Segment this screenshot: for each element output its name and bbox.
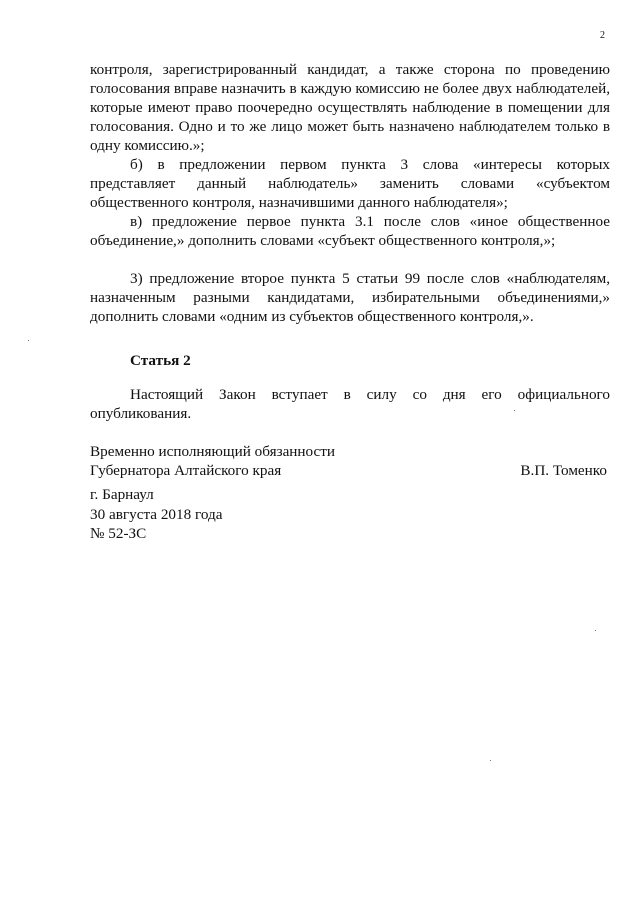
signer-name: В.П. Томенко — [520, 462, 607, 479]
place-date-block — [90, 485, 222, 544]
document-body — [90, 60, 610, 423]
paragraph-item-b: б) в предложении первом пункта 3 слова «интересы которых представляет данный наблюдатель» заменить словами «субъектом общественного контроля, назначившими данного наблюдателя»; — [90, 156, 610, 211]
city: г. Барнаул — [90, 486, 154, 503]
paragraph-continuation: контроля, зарегистрированный кандидат, а также сторона по проведению голосования вправе назначить в каждую комиссию не более двух наблюдателей, которые имеют право поочередно осуществлять наблюдение в помещении для голосования. Одно и то же лицо может быть назначено наблюдателем только в одну комиссию.»; — [90, 61, 610, 154]
paragraph-item-3: 3) предложение второе пункта 5 статьи 99 после слов «наблюдателям, назначенным разными кандидатами, избирательными объединениями,» дополнить словами «одним из субъектов общественного контроля,». — [90, 270, 610, 325]
law-number: № 52-ЗС — [90, 525, 147, 542]
signer-position-line1: Временно исполняющий обязанности — [90, 443, 336, 460]
signer-position-line2: Губернатора Алтайского края — [90, 462, 282, 479]
article-heading: Статья 2 — [130, 352, 191, 369]
date: 30 августа 2018 года — [90, 505, 223, 523]
scan-speck — [595, 630, 596, 631]
scan-speck — [514, 410, 515, 411]
scan-speck — [28, 340, 29, 341]
scan-speck — [490, 760, 491, 761]
paragraph-item-v: в) предложение первое пункта 3.1 после слов «иное общественное объединение,» дополнить словами «субъект общественного контроля,»; — [90, 213, 610, 249]
signature-block — [90, 442, 610, 480]
page-number: 2 — [600, 30, 605, 41]
article-text: Настоящий Закон вступает в силу со дня его официального опубликования. — [90, 386, 610, 422]
